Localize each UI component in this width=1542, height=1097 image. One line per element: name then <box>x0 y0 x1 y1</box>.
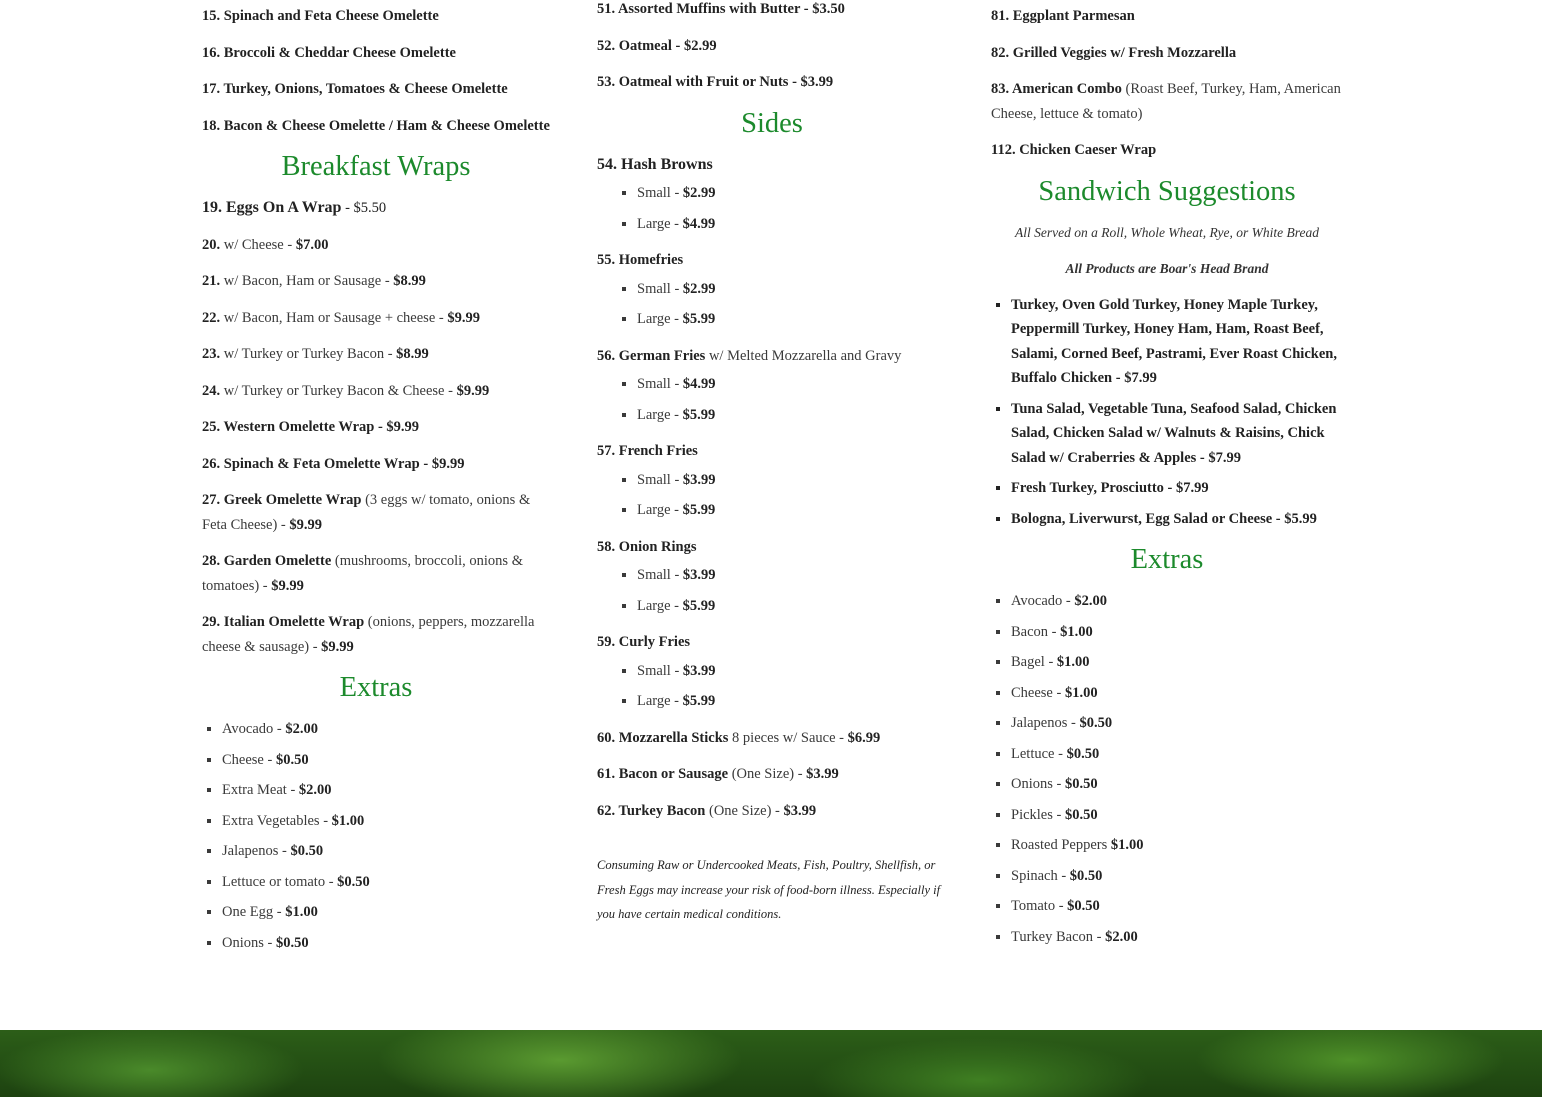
menu-item <box>991 77 1343 126</box>
menu-item <box>202 196 550 221</box>
extra-name: Onions - <box>1011 776 1065 792</box>
size-list <box>597 277 947 332</box>
menu-item-desc: (One Size) - <box>728 766 807 782</box>
extra-name: Cheese - <box>1011 684 1065 701</box>
size-label: Small - <box>637 662 683 679</box>
list-item <box>1011 803 1343 828</box>
list-item <box>1011 864 1343 889</box>
menu-item-desc: (Roast Beef, Turkey, Ham, American Cheese, lettuce & tomato) <box>991 81 1341 122</box>
menu-item <box>597 344 947 369</box>
menu-item-title: 59. Curly Fries <box>597 634 691 650</box>
menu-item <box>202 342 550 367</box>
menu-item-desc: (onions, peppers, mozzarella cheese & sausage) - <box>202 614 535 655</box>
menu-item <box>597 153 947 178</box>
list-item <box>637 277 947 302</box>
menu-item-desc: w/ Bacon, Ham or Sausage - <box>220 273 394 289</box>
menu-item-title: 83. American Combo <box>991 81 1122 97</box>
list-item <box>222 931 550 956</box>
section-heading-sandwich-suggestions: Sandwich Suggestions <box>1038 175 1296 207</box>
menu-item-desc: w/ Bacon, Ham or Sausage + cheese - <box>220 309 448 326</box>
menu-item <box>202 452 550 477</box>
extra-name: Avocado - <box>1011 593 1075 609</box>
size-price: $3.99 <box>682 567 716 583</box>
menu-item-desc: w/ Turkey or Turkey Bacon - <box>220 346 397 362</box>
menu-item-desc: (3 eggs w/ tomato, onions & Feta Cheese) - <box>202 492 531 533</box>
menu-item <box>202 4 550 29</box>
extra-price: $1.00 <box>1110 837 1144 853</box>
extras-list <box>202 717 550 955</box>
menu-item-desc: w/ Cheese - <box>220 236 296 253</box>
menu-item-price: $9.99 <box>447 309 480 326</box>
menu-item <box>597 439 947 464</box>
extra-name: Jalapenos - <box>222 843 291 859</box>
extra-price: $1.00 <box>285 904 318 920</box>
size-price: $3.99 <box>682 662 716 679</box>
list-item: ▪ Bologna, Liverwurst, Egg Salad or Cheese - $5.99 <box>1011 507 1343 532</box>
list-item <box>637 468 947 493</box>
size-price: $5.99 <box>682 597 716 614</box>
size-label: Large - <box>637 502 683 518</box>
size-label: Large - <box>637 406 683 423</box>
size-price: $5.99 <box>682 406 716 423</box>
list-item: ▪ Turkey, Oven Gold Turkey, Honey Maple Turkey, Peppermill Turkey, Honey Ham, Ham, Roast Beef, Salami, Corned Beef, Pastrami, Ever Roast Chicken, Buffalo Chicken - $7.99 <box>1011 293 1343 391</box>
extra-price: $1.00 <box>1060 623 1093 640</box>
menu-item-desc: (One Size) - <box>705 802 784 819</box>
menu-item-title: 53. Oatmeal with Fruit or Nuts - $3.99 <box>597 74 834 90</box>
menu-item-price: $3.99 <box>783 802 817 819</box>
extra-name: Bacon - <box>1011 623 1061 640</box>
sandwich-list <box>991 293 1343 532</box>
size-list <box>597 468 947 523</box>
size-label: Small - <box>637 280 683 297</box>
list-item <box>637 498 947 523</box>
extra-name: Cheese - <box>222 751 276 768</box>
menu-item-title: 17. Turkey, Onions, Tomatoes & Cheese Omelette <box>202 81 508 97</box>
extra-name: Lettuce - <box>1011 745 1067 762</box>
list-item <box>1011 742 1343 767</box>
list-item <box>1011 650 1343 675</box>
extra-price: $0.50 <box>1066 745 1100 762</box>
extra-price: $0.50 <box>1064 776 1098 792</box>
menu-item-title: 16. Broccoli & Cheddar Cheese Omelette <box>202 44 456 61</box>
menu-item-price: $9.99 <box>271 577 304 594</box>
extra-price: $2.00 <box>1074 593 1107 609</box>
menu-item-title: 18. Bacon & Cheese Omelette / Ham & Cheese Omelette <box>202 117 550 134</box>
menu-item-title: 52. Oatmeal - $2.99 <box>597 37 717 54</box>
extra-name: Tomato - <box>1011 898 1068 914</box>
list-item <box>637 594 947 619</box>
list-item <box>637 659 947 684</box>
size-label: Small - <box>637 376 683 392</box>
extra-name: Avocado - <box>222 721 286 737</box>
list-item <box>637 212 947 237</box>
size-price: $4.99 <box>682 215 716 232</box>
size-list <box>597 181 947 236</box>
menu-item <box>202 114 550 139</box>
menu-item <box>597 248 947 273</box>
extras-list <box>991 589 1343 949</box>
menu-item <box>202 415 550 440</box>
menu-item <box>597 799 947 824</box>
list-item <box>1011 711 1343 736</box>
list-item <box>1011 833 1343 858</box>
extra-price: $0.50 <box>290 843 324 859</box>
menu-item <box>202 610 550 659</box>
size-list <box>597 372 947 427</box>
menu-item <box>597 0 947 22</box>
menu-item <box>597 34 947 59</box>
menu-item-desc: (mushrooms, broccoli, onions & tomatoes) - <box>202 553 523 594</box>
extra-price: $2.00 <box>298 782 332 798</box>
menu-item <box>991 4 1343 29</box>
extra-name: Extra Vegetables - <box>222 812 332 829</box>
bread-note: All Served on a Roll, Whole Wheat, Rye, or White Bread <box>1014 224 1320 240</box>
section-heading-breakfast-wraps: Breakfast Wraps <box>281 151 471 182</box>
size-price: $2.99 <box>682 280 716 297</box>
menu-item-price: $7.00 <box>295 236 329 253</box>
list-item <box>637 403 947 428</box>
menu-item-title: 54. Hash Browns <box>597 155 713 173</box>
menu-item-title: 27. Greek Omelette Wrap <box>202 492 362 508</box>
extra-name: Lettuce or tomato - <box>222 873 338 890</box>
menu-item-title: 81. Eggplant Parmesan <box>991 8 1135 24</box>
menu-item <box>202 488 550 537</box>
size-label: Large - <box>637 215 683 232</box>
menu-item-number: 20. <box>202 236 221 253</box>
size-label: Large - <box>637 597 683 614</box>
size-label: Small - <box>637 567 683 583</box>
menu-item-price: $3.99 <box>806 766 839 782</box>
menu-item-title: 112. Chicken Caeser Wrap <box>991 142 1157 158</box>
list-item <box>637 307 947 332</box>
menu-item-price: $9.99 <box>456 382 490 399</box>
size-price: $5.99 <box>682 693 716 709</box>
menu-item <box>202 77 550 102</box>
extra-name: Extra Meat - <box>222 782 299 798</box>
menu-item-price: $9.99 <box>289 516 322 533</box>
menu-item-title: 55. Homefries <box>597 252 684 268</box>
menu-item-title: 51. Assorted Muffins with Butter - $3.50 <box>597 1 845 17</box>
list-item: ▪ Tuna Salad, Vegetable Tuna, Seafood Salad, Chicken Salad, Chicken Salad w/ Walnuts & Raisins, Chick Salad w/ Craberries & Apples - $7.99 <box>1011 397 1343 471</box>
list-item <box>222 870 550 895</box>
menu-item-desc: w/ Turkey or Turkey Bacon & Cheese - <box>220 382 457 399</box>
menu-item <box>597 762 947 787</box>
size-list <box>597 563 947 618</box>
list-item <box>637 689 947 714</box>
extra-price: $0.50 <box>1069 867 1103 884</box>
menu-item-title: 26. Spinach & Feta Omelette Wrap - $9.99 <box>202 455 465 472</box>
menu-item-title: 62. Turkey Bacon <box>597 802 706 819</box>
menu-item-price: - $5.50 <box>341 200 387 216</box>
extra-name: Turkey Bacon - <box>1011 928 1106 945</box>
menu-item <box>202 41 550 66</box>
extra-price: $1.00 <box>1056 654 1090 670</box>
menu-item-desc: 8 pieces w/ Sauce - <box>728 729 848 746</box>
list-item <box>1011 620 1343 645</box>
menu-item-price: $6.99 <box>847 729 881 746</box>
menu-item <box>202 306 550 331</box>
section-heading-extras: Extras <box>1130 544 1204 575</box>
menu-item-number: 24. <box>202 382 221 399</box>
menu-item-price: $8.99 <box>396 346 429 362</box>
menu-item <box>202 269 550 294</box>
menu-item-title: 82. Grilled Veggies w/ Fresh Mozzarella <box>991 44 1237 61</box>
menu-item-title: 28. Garden Omelette <box>202 553 332 569</box>
size-price: $2.99 <box>682 185 716 201</box>
footer-leaf-background <box>0 1030 1542 1097</box>
menu-item <box>202 233 550 258</box>
menu-item-title: 61. Bacon or Sausage <box>597 766 729 782</box>
extra-name: Spinach - <box>1011 867 1070 884</box>
section-heading-extras: Extras <box>339 672 413 703</box>
menu-item-title: 15. Spinach and Feta Cheese Omelette <box>202 8 439 24</box>
size-list <box>597 659 947 714</box>
size-price: $4.99 <box>682 376 716 392</box>
menu-item-title: 19. Eggs On A Wrap <box>202 199 342 216</box>
list-item <box>222 778 550 803</box>
extra-price: $2.00 <box>285 721 318 737</box>
size-label: Small - <box>637 471 683 488</box>
menu-item-price: $9.99 <box>321 638 354 655</box>
extra-price: $0.50 <box>1064 806 1098 823</box>
extra-price: $1.00 <box>331 812 365 829</box>
menu-column-breakfast <box>202 4 550 967</box>
list-item <box>1011 894 1343 919</box>
menu-column-sides <box>597 0 947 927</box>
menu-item-desc: w/ Melted Mozzarella and Gravy <box>705 347 902 364</box>
list-item <box>637 181 947 206</box>
extra-price: $0.50 <box>275 751 309 768</box>
menu-item <box>991 138 1343 163</box>
list-item <box>637 563 947 588</box>
section-heading-sides: Sides <box>741 107 803 139</box>
menu-item-price: $8.99 <box>393 273 426 289</box>
extra-price: $0.50 <box>337 873 370 890</box>
size-price: $5.99 <box>682 311 716 327</box>
size-price: $5.99 <box>682 502 716 518</box>
extra-name: Bagel - <box>1011 654 1057 670</box>
menu-item <box>202 549 550 598</box>
extra-name: Pickles - <box>1011 806 1065 823</box>
list-item <box>1011 681 1343 706</box>
menu-item-number: 23. <box>202 346 221 362</box>
menu-item <box>202 379 550 404</box>
menu-item-number: 22. <box>202 309 221 326</box>
size-label: Small - <box>637 185 683 201</box>
food-safety-disclaimer: Consuming Raw or Undercooked Meats, Fish, Poultry, Shellfish, or Fresh Eggs may increase your risk of food-born illness. Especially if you have certain medical conditions. <box>597 858 941 921</box>
extra-price: $1.00 <box>1064 684 1098 701</box>
menu-item-title: 60. Mozzarella Sticks <box>597 729 729 746</box>
menu-item-number: 21. <box>202 273 221 289</box>
menu-item <box>597 70 947 95</box>
menu-item-title: 25. Western Omelette Wrap - $9.99 <box>202 419 420 435</box>
list-item <box>1011 589 1343 614</box>
menu-item <box>597 726 947 751</box>
menu-item-title: 57. French Fries <box>597 443 698 459</box>
list-item <box>1011 772 1343 797</box>
menu-item-title: 56. German Fries <box>597 347 706 364</box>
size-price: $3.99 <box>682 471 716 488</box>
menu-item-title: 29. Italian Omelette Wrap <box>202 614 365 630</box>
menu-column-sandwiches <box>991 4 1343 961</box>
menu-item <box>597 535 947 560</box>
list-item <box>222 839 550 864</box>
extra-price: $2.00 <box>1105 928 1138 945</box>
size-label: Large - <box>637 693 683 709</box>
list-item <box>222 748 550 773</box>
extra-name: One Egg - <box>222 904 286 920</box>
list-item <box>1011 925 1343 950</box>
size-label: Large - <box>637 311 683 327</box>
brand-note: All Products are Boar's Head Brand <box>1065 260 1269 276</box>
extra-name: Onions - <box>222 934 276 951</box>
list-item: ▪ Fresh Turkey, Prosciutto - $7.99 <box>1011 476 1343 501</box>
list-item <box>222 900 550 925</box>
extra-name: Jalapenos - <box>1011 715 1080 731</box>
menu-item-title: 58. Onion Rings <box>597 538 697 555</box>
extra-price: $0.50 <box>1079 715 1113 731</box>
list-item <box>222 717 550 742</box>
menu-item <box>597 630 947 655</box>
list-item <box>637 372 947 397</box>
list-item <box>222 809 550 834</box>
menu-item <box>991 41 1343 66</box>
extra-price: $0.50 <box>275 934 309 951</box>
extra-price: $0.50 <box>1067 898 1100 914</box>
extra-name: Roasted Peppers <box>1011 837 1111 853</box>
